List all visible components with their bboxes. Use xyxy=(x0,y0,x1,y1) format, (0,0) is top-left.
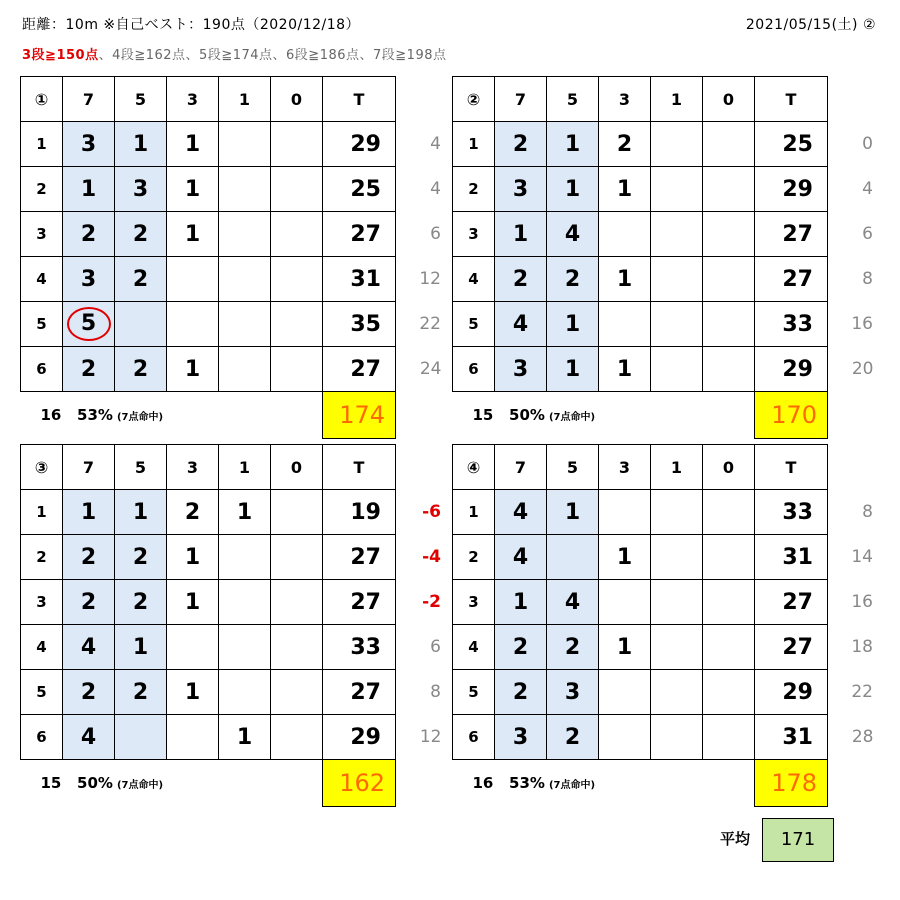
cumulative-difference: 24 xyxy=(419,359,442,379)
count-5-points: 2 xyxy=(115,212,167,257)
count-3-points xyxy=(599,490,651,535)
cumulative-difference: 22 xyxy=(419,314,441,334)
count-0-points xyxy=(271,580,323,625)
column-header: 3 xyxy=(599,77,651,122)
column-header: 7 xyxy=(63,445,115,490)
empty-cell xyxy=(828,445,880,490)
count-0-points xyxy=(271,715,323,760)
cumulative-difference: 8 xyxy=(862,269,873,289)
column-header: 3 xyxy=(167,445,219,490)
end-total: 31 xyxy=(755,715,828,760)
count-1-points xyxy=(651,670,703,715)
count-7-points: 2 xyxy=(495,257,547,302)
cumulative-difference: 22 xyxy=(851,682,873,702)
column-header: T xyxy=(755,77,828,122)
count-7-points: 2 xyxy=(63,347,115,392)
count-0-points xyxy=(703,257,755,302)
end-number: 4 xyxy=(21,257,63,302)
hit-percentage: 53% xyxy=(77,406,113,425)
hit-percentage: 50% xyxy=(509,406,545,425)
count-1-points xyxy=(219,347,271,392)
count-1-points xyxy=(219,580,271,625)
end-total: 27 xyxy=(323,535,396,580)
hit-count: 16 xyxy=(40,406,62,425)
count-0-points xyxy=(271,625,323,670)
game-number: ④ xyxy=(453,445,495,490)
count-3-points: 1 xyxy=(167,347,219,392)
end-number: 6 xyxy=(453,347,495,392)
end-number: 5 xyxy=(453,670,495,715)
circled-count: 5 xyxy=(67,307,111,341)
count-3-points xyxy=(599,580,651,625)
end-row xyxy=(453,347,880,392)
game-number: ③ xyxy=(21,445,63,490)
end-total: 29 xyxy=(755,670,828,715)
count-1-points xyxy=(651,347,703,392)
end-total: 27 xyxy=(323,670,396,715)
end-total: 27 xyxy=(323,212,396,257)
end-row xyxy=(453,167,880,212)
count-5-points: 1 xyxy=(547,302,599,347)
count-3-points xyxy=(599,715,651,760)
count-3-points xyxy=(599,212,651,257)
count-5-points: 2 xyxy=(547,625,599,670)
count-1-points: 1 xyxy=(219,490,271,535)
count-7-points xyxy=(63,302,115,347)
end-total: 29 xyxy=(755,167,828,212)
column-header: 3 xyxy=(167,77,219,122)
end-number: 5 xyxy=(21,302,63,347)
hit-percentage: 53% xyxy=(509,774,545,793)
count-1-points xyxy=(651,257,703,302)
header-row xyxy=(453,445,880,490)
count-0-points xyxy=(271,122,323,167)
end-number: 4 xyxy=(21,625,63,670)
end-row xyxy=(453,580,880,625)
column-header: T xyxy=(755,445,828,490)
count-7-points: 3 xyxy=(495,347,547,392)
end-number: 6 xyxy=(453,715,495,760)
count-0-points xyxy=(703,625,755,670)
column-header: 5 xyxy=(115,445,167,490)
count-1-points xyxy=(651,122,703,167)
end-row xyxy=(453,625,880,670)
count-7-points: 2 xyxy=(495,625,547,670)
hit-note: (7点命中) xyxy=(548,780,596,792)
empty-cell xyxy=(828,77,880,122)
end-number: 2 xyxy=(453,167,495,212)
header-row xyxy=(453,77,880,122)
count-1-points xyxy=(219,212,271,257)
count-1-points xyxy=(219,625,271,670)
count-1-points xyxy=(651,625,703,670)
empty-cell xyxy=(396,760,448,807)
count-5-points: 2 xyxy=(115,580,167,625)
count-7-points: 1 xyxy=(63,167,115,212)
count-3-points: 1 xyxy=(167,535,219,580)
column-header: 7 xyxy=(63,77,115,122)
end-number: 3 xyxy=(453,212,495,257)
count-3-points xyxy=(599,670,651,715)
count-0-points xyxy=(703,535,755,580)
count-1-points xyxy=(651,302,703,347)
count-3-points: 2 xyxy=(167,490,219,535)
end-total: 27 xyxy=(755,625,828,670)
end-total: 27 xyxy=(755,212,828,257)
count-1-points xyxy=(651,715,703,760)
count-1-points xyxy=(219,535,271,580)
cumulative-difference: 16 xyxy=(851,314,873,334)
end-total: 19 xyxy=(323,490,396,535)
count-7-points: 3 xyxy=(63,257,115,302)
hit-summary xyxy=(453,760,755,807)
count-0-points xyxy=(271,257,323,302)
count-3-points: 2 xyxy=(599,122,651,167)
column-header: T xyxy=(323,77,396,122)
end-number: 3 xyxy=(453,580,495,625)
cumulative-difference: 8 xyxy=(430,682,441,702)
count-0-points xyxy=(271,347,323,392)
count-5-points: 1 xyxy=(547,490,599,535)
game-block-3 xyxy=(20,444,448,807)
score-table xyxy=(20,76,448,439)
game-number: ① xyxy=(21,77,63,122)
count-5-points: 2 xyxy=(547,715,599,760)
end-row xyxy=(21,490,448,535)
count-0-points xyxy=(703,167,755,212)
count-7-points: 2 xyxy=(495,670,547,715)
end-number: 2 xyxy=(21,535,63,580)
end-total: 27 xyxy=(323,580,396,625)
count-3-points xyxy=(167,625,219,670)
cumulative-difference: 4 xyxy=(862,179,873,199)
game-total-score: 162 xyxy=(323,760,396,807)
cumulative-difference: 12 xyxy=(419,727,442,747)
end-row xyxy=(21,625,448,670)
count-3-points: 1 xyxy=(599,347,651,392)
game-block-1 xyxy=(20,76,448,439)
count-7-points: 3 xyxy=(63,122,115,167)
score-table xyxy=(20,444,448,807)
empty-cell xyxy=(828,392,880,439)
end-number: 3 xyxy=(21,212,63,257)
end-number: 5 xyxy=(453,302,495,347)
summary-row xyxy=(21,760,448,807)
cumulative-difference: 12 xyxy=(419,269,441,289)
end-row xyxy=(21,535,448,580)
end-number: 1 xyxy=(453,490,495,535)
hit-count: 16 xyxy=(472,774,494,793)
count-7-points: 2 xyxy=(495,122,547,167)
count-0-points xyxy=(271,490,323,535)
cumulative-difference: 6 xyxy=(430,637,441,657)
end-number: 2 xyxy=(453,535,495,580)
count-1-points xyxy=(651,212,703,257)
count-0-points xyxy=(703,670,755,715)
count-1-points xyxy=(651,490,703,535)
column-header: 7 xyxy=(495,445,547,490)
count-0-points xyxy=(703,212,755,257)
count-5-points: 1 xyxy=(547,167,599,212)
end-total: 27 xyxy=(323,347,396,392)
summary-row xyxy=(453,392,880,439)
header-row xyxy=(21,445,448,490)
empty-cell xyxy=(396,77,448,122)
end-total: 35 xyxy=(323,302,396,347)
end-total: 25 xyxy=(755,122,828,167)
empty-cell xyxy=(396,445,448,490)
count-0-points xyxy=(271,670,323,715)
average-value: 171 xyxy=(762,818,834,862)
count-0-points xyxy=(703,490,755,535)
end-total: 27 xyxy=(755,580,828,625)
count-3-points: 1 xyxy=(167,167,219,212)
hit-count: 15 xyxy=(472,406,494,425)
game-number: ② xyxy=(453,77,495,122)
end-row xyxy=(453,715,880,760)
summary-row xyxy=(453,760,880,807)
column-header: 1 xyxy=(651,445,703,490)
count-5-points: 1 xyxy=(115,122,167,167)
game-block-4 xyxy=(452,444,880,807)
count-0-points xyxy=(703,302,755,347)
count-5-points: 2 xyxy=(547,257,599,302)
cumulative-difference: 4 xyxy=(430,179,441,199)
count-3-points: 1 xyxy=(599,257,651,302)
end-row xyxy=(21,580,448,625)
count-7-points: 3 xyxy=(495,167,547,212)
count-3-points: 1 xyxy=(167,670,219,715)
count-7-points: 4 xyxy=(63,715,115,760)
end-row xyxy=(21,167,448,212)
rank-thresholds xyxy=(22,44,447,63)
column-header: 0 xyxy=(271,445,323,490)
game-block-2 xyxy=(452,76,880,439)
end-row xyxy=(453,302,880,347)
end-number: 6 xyxy=(21,347,63,392)
count-5-points: 2 xyxy=(115,257,167,302)
column-header: 5 xyxy=(115,77,167,122)
game-total-score: 174 xyxy=(323,392,396,439)
end-row xyxy=(21,670,448,715)
count-7-points: 2 xyxy=(63,580,115,625)
header-distance-best: 距離：10m ※自己ベスト：190点（2020/12/18） xyxy=(22,17,361,33)
end-row xyxy=(453,490,880,535)
count-3-points: 1 xyxy=(167,122,219,167)
cumulative-difference: 20 xyxy=(851,359,874,379)
summary-row xyxy=(21,392,448,439)
end-number: 2 xyxy=(21,167,63,212)
end-total: 33 xyxy=(755,302,828,347)
count-3-points: 1 xyxy=(599,625,651,670)
end-row xyxy=(453,535,880,580)
end-total: 31 xyxy=(323,257,396,302)
hit-percentage: 50% xyxy=(77,774,113,793)
end-row xyxy=(453,122,880,167)
count-3-points xyxy=(599,302,651,347)
count-0-points xyxy=(703,580,755,625)
count-0-points xyxy=(703,122,755,167)
count-5-points xyxy=(547,535,599,580)
end-number: 5 xyxy=(21,670,63,715)
hit-note: (7点命中) xyxy=(116,412,164,424)
end-row xyxy=(21,212,448,257)
end-total: 27 xyxy=(755,257,828,302)
average-label: 平均 xyxy=(720,830,751,848)
end-number: 4 xyxy=(453,625,495,670)
hit-note: (7点命中) xyxy=(116,780,164,792)
end-total: 29 xyxy=(323,122,396,167)
count-7-points: 2 xyxy=(63,212,115,257)
count-7-points: 4 xyxy=(495,490,547,535)
cumulative-difference: 16 xyxy=(851,592,873,612)
count-7-points: 3 xyxy=(495,715,547,760)
count-3-points: 1 xyxy=(599,535,651,580)
count-5-points xyxy=(115,302,167,347)
cumulative-difference: -4 xyxy=(422,547,441,567)
end-total: 33 xyxy=(755,490,828,535)
count-0-points xyxy=(271,302,323,347)
hit-summary xyxy=(21,392,323,439)
header-date: 2021/05/15(土) ② xyxy=(745,17,876,33)
count-1-points xyxy=(651,535,703,580)
end-row xyxy=(21,257,448,302)
column-header: 1 xyxy=(651,77,703,122)
hit-count: 15 xyxy=(40,774,62,793)
count-0-points xyxy=(271,167,323,212)
end-row xyxy=(453,670,880,715)
count-5-points: 1 xyxy=(547,347,599,392)
count-5-points: 4 xyxy=(547,212,599,257)
count-3-points xyxy=(167,257,219,302)
count-1-points xyxy=(219,670,271,715)
end-row xyxy=(21,302,448,347)
count-5-points: 1 xyxy=(547,122,599,167)
empty-cell xyxy=(828,760,880,807)
count-5-points: 3 xyxy=(547,670,599,715)
count-0-points xyxy=(703,347,755,392)
end-number: 3 xyxy=(21,580,63,625)
cumulative-difference: -2 xyxy=(422,592,441,612)
count-3-points xyxy=(167,302,219,347)
column-header: 0 xyxy=(271,77,323,122)
column-header: 3 xyxy=(599,445,651,490)
game-total-score: 170 xyxy=(755,392,828,439)
count-5-points: 3 xyxy=(115,167,167,212)
count-5-points: 2 xyxy=(115,535,167,580)
count-7-points: 4 xyxy=(63,625,115,670)
end-number: 1 xyxy=(453,122,495,167)
score-table xyxy=(452,444,880,807)
cumulative-difference: 18 xyxy=(851,637,873,657)
count-5-points xyxy=(115,715,167,760)
end-total: 31 xyxy=(755,535,828,580)
count-0-points xyxy=(271,535,323,580)
game-total-score: 178 xyxy=(755,760,828,807)
cumulative-difference: 6 xyxy=(862,224,873,244)
count-1-points xyxy=(651,580,703,625)
end-number: 4 xyxy=(453,257,495,302)
cumulative-difference: 8 xyxy=(862,502,873,522)
count-5-points: 1 xyxy=(115,625,167,670)
column-header: 1 xyxy=(219,445,271,490)
column-header: 0 xyxy=(703,77,755,122)
count-1-points xyxy=(219,122,271,167)
rank-other-thresholds: 、4段≧162点、5段≧174点、6段≧186点、7段≧198点 xyxy=(98,48,447,63)
count-7-points: 1 xyxy=(495,580,547,625)
end-row xyxy=(453,212,880,257)
count-3-points xyxy=(167,715,219,760)
cumulative-difference: 28 xyxy=(851,727,874,747)
column-header: T xyxy=(323,445,396,490)
count-0-points xyxy=(703,715,755,760)
column-header: 0 xyxy=(703,445,755,490)
empty-cell xyxy=(396,392,448,439)
count-7-points: 2 xyxy=(63,535,115,580)
count-0-points xyxy=(271,212,323,257)
column-header: 7 xyxy=(495,77,547,122)
end-row xyxy=(21,715,448,760)
end-total: 29 xyxy=(323,715,396,760)
cumulative-difference: -6 xyxy=(422,502,441,522)
count-1-points xyxy=(651,167,703,212)
hit-summary xyxy=(21,760,323,807)
end-row xyxy=(21,347,448,392)
column-header: 1 xyxy=(219,77,271,122)
hit-summary xyxy=(453,392,755,439)
header-row xyxy=(21,77,448,122)
count-7-points: 4 xyxy=(495,302,547,347)
hit-note: (7点命中) xyxy=(548,412,596,424)
count-7-points: 1 xyxy=(63,490,115,535)
count-7-points: 1 xyxy=(495,212,547,257)
end-row xyxy=(21,122,448,167)
column-header: 5 xyxy=(547,445,599,490)
count-1-points: 1 xyxy=(219,715,271,760)
end-total: 29 xyxy=(755,347,828,392)
cumulative-difference: 6 xyxy=(430,224,441,244)
column-header: 5 xyxy=(547,77,599,122)
count-5-points: 2 xyxy=(115,670,167,715)
count-3-points: 1 xyxy=(599,167,651,212)
count-3-points: 1 xyxy=(167,580,219,625)
cumulative-difference: 0 xyxy=(862,134,873,154)
count-5-points: 1 xyxy=(115,490,167,535)
count-5-points: 2 xyxy=(115,347,167,392)
cumulative-difference: 4 xyxy=(430,134,441,154)
count-7-points: 2 xyxy=(63,670,115,715)
count-1-points xyxy=(219,302,271,347)
cumulative-difference: 14 xyxy=(851,547,873,567)
end-number: 1 xyxy=(21,122,63,167)
rank-3dan-threshold: 3段≧150点 xyxy=(22,48,99,63)
count-3-points: 1 xyxy=(167,212,219,257)
end-total: 33 xyxy=(323,625,396,670)
end-number: 1 xyxy=(21,490,63,535)
count-1-points xyxy=(219,167,271,212)
count-7-points: 4 xyxy=(495,535,547,580)
count-1-points xyxy=(219,257,271,302)
count-5-points: 4 xyxy=(547,580,599,625)
score-table xyxy=(452,76,880,439)
end-row xyxy=(453,257,880,302)
end-total: 25 xyxy=(323,167,396,212)
end-number: 6 xyxy=(21,715,63,760)
